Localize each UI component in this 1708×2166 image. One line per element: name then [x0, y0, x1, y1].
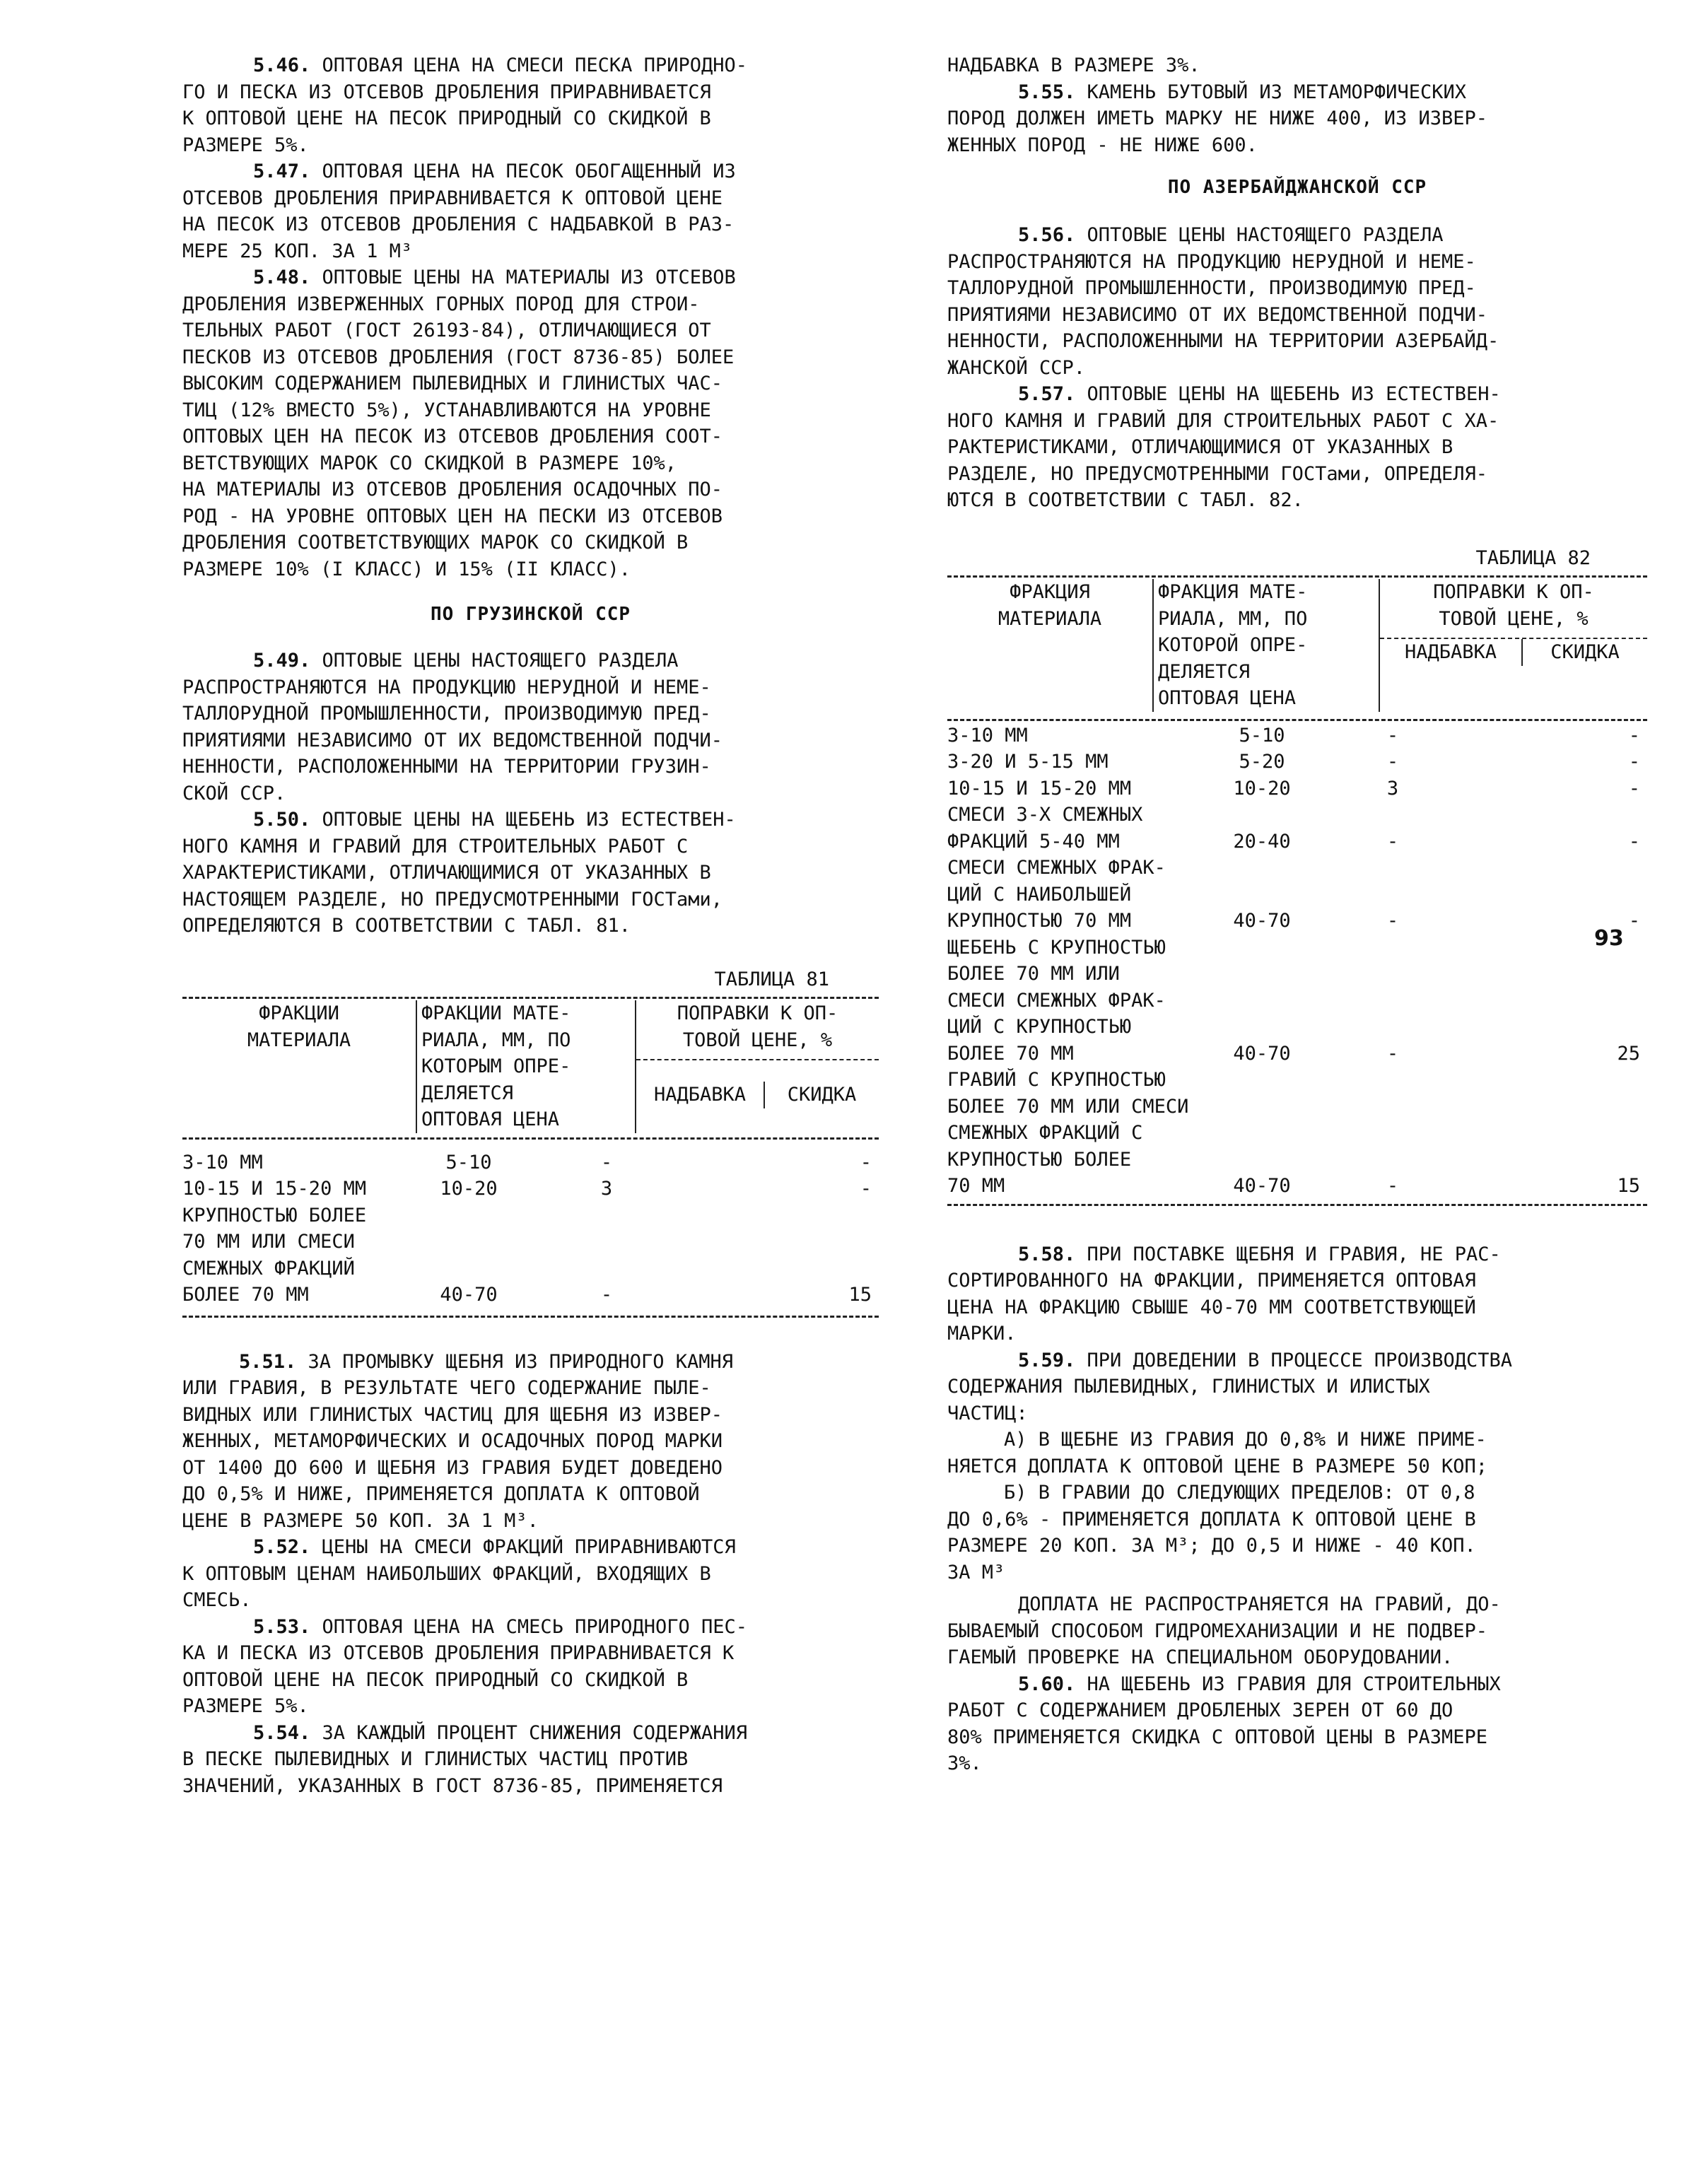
header-material: ФРАКЦИИ МАТЕРИАЛА [247, 1002, 351, 1051]
table-row: СМЕСИ 3-Х СМЕЖНЫХ ФРАКЦИЙ 5-40 ММ 20-40 - - [947, 804, 1640, 853]
paragraph-5-58: 5.58. ПРИ ПОСТАВКЕ ЩЕБНЯ И ГРАВИЯ, НЕ РАС- СОРТИРОВАННОГО НА ФРАКЦИИ, ПРИМЕНЯЕТСЯ ОПТОВАЯ ЦЕНА НА ФРАКЦИЮ СВЫШЕ 40-70 ММ СООТВЕТСТВУЮЩЕЙ МАРКИ. [947, 1243, 1501, 1345]
paragraph-5-60: 5.60. НА ЩЕБЕНЬ ИЗ ГРАВИЯ ДЛЯ СТРОИТЕЛЬНЫХ РАБОТ С СОДЕРЖАНИЕМ ДРОБЛЕНЫХ ЗЕРЕН ОТ 60 ДО 80% ПРИМЕНЯЕТСЯ СКИДКА С ОПТОВОЙ ЦЕНЫ В РАЗМЕРЕ 3%. [947, 1673, 1501, 1774]
table-header [947, 579, 1647, 712]
header-discount: СКИДКА [787, 1084, 857, 1106]
table-header [182, 1000, 879, 1133]
header-fraction: ФРАКЦИЯ МАТЕ- РИАЛА, ММ, ПО КОТОРОЙ ОПРЕ- ДЕЛЯЕТСЯ ОПТОВАЯ ЦЕНА [1152, 579, 1379, 712]
table-82-body [947, 722, 1647, 1200]
table-caption: ТАБЛИЦА 81 [714, 968, 829, 990]
paragraph-5-59-a: А) В ЩЕБНЕ ИЗ ГРАВИЯ ДО 0,8% И НИЖЕ ПРИМЕ- НЯЕТСЯ ДОПЛАТА К ОПТОВОЙ ЦЕНЕ В РАЗМЕРЕ 50 КОП; [947, 1429, 1488, 1477]
header-corrections-group [635, 1000, 879, 1133]
paragraph-5-48: 5.48. ОПТОВЫЕ ЦЕНЫ НА МАТЕРИАЛЫ ИЗ ОТСЕВОВ ДРОБЛЕНИЯ ИЗВЕРЖЕННЫХ ГОРНЫХ ПОРОД ДЛЯ СТРОИ- ТЕЛЬНЫХ РАБОТ (ГОСТ 26193-84), ОТЛИЧАЮЩИЕСЯ ОТ ПЕСКОВ ИЗ ОТСЕВОВ ДРОБЛЕНИЯ (ГОСТ 8736-85) БОЛЕЕ ВЫСОКИМ СОДЕРЖАНИЕМ ПЫЛЕВИДНЫХ И ГЛИНИСТЫХ ЧАС- ТИЦ (12% ВМЕСТО 5%), УСТАНАВЛИВАЮТСЯ НА УРОВНЕ ОПТОВЫХ ЦЕН НА ПЕСОК ИЗ ОТСЕВОВ ДРОБЛЕНИЯ СООТ- ВЕТСТВУЮЩИХ МАРОК СО СКИДКОЙ В РАЗМЕРЕ 10%, НА МАТЕРИАЛЫ ИЗ ОТСЕВОВ ДРОБЛЕНИЯ ОСАДОЧНЫХ ПО- РОД - НА УРОВНЕ ОПТОВЫХ ЦЕН НА ПЕСКИ ИЗ ОТСЕВОВ ДРОБЛЕНИЯ СООТВЕТСТВУЮЩИХ МАРОК СО СКИДКОЙ В РАЗМЕРЕ 10% (I КЛАСС) И 15% (II КЛАСС). [182, 267, 736, 580]
header-corrections: ПОПРАВКИ К ОП- ТОВОЙ ЦЕНЕ, % [1433, 581, 1594, 630]
paragraph-5-50: 5.50. ОПТОВЫЕ ЦЕНЫ НА ЩЕБЕНЬ ИЗ ЕСТЕСТВЕН- НОГО КАМНЯ И ГРАВИЙ ДЛЯ СТРОИТЕЛЬНЫХ РАБОТ С ХАРАКТЕРИСТИКАМИ, ОТЛИЧАЮЩИМИСЯ ОТ УКАЗАННЫХ В НАСТОЯЩЕМ РАЗДЕЛЕ, НО ПРЕДУСМОТРЕННЫМИ ГОСТами, ОПРЕДЕЛЯЮТСЯ В СООТВЕТСТВИИ С ТАБЛ. 81. [182, 809, 736, 937]
paragraph-5-52: 5.52. ЦЕНЫ НА СМЕСИ ФРАКЦИЙ ПРИРАВНИВАЮТСЯ К ОПТОВЫМ ЦЕНАМ НАИБОЛЬШИХ ФРАКЦИЙ, ВХОДЯЩИХ В СМЕСЬ. [182, 1536, 736, 1611]
paragraph-5-53: 5.53. ОПТОВАЯ ЦЕНА НА СМЕСЬ ПРИРОДНОГО ПЕС- КА И ПЕСКА ИЗ ОТСЕВОВ ДРОБЛЕНИЯ ПРИРАВНИВАЕТСЯ К ОПТОВОЙ ЦЕНЕ НА ПЕСОК ПРИРОДНЫЙ СО СКИДКОЙ В РАЗМЕРЕ 5%. [182, 1615, 747, 1717]
paragraph-5-49: 5.49. ОПТОВЫЕ ЦЕНЫ НАСТОЯЩЕГО РАЗДЕЛА РАСПРОСТРАНЯЮТСЯ НА ПРОДУКЦИЮ НЕРУДНОЙ И НЕМЕ- ТАЛЛОРУДНОЙ ПРОМЫШЛЕННОСТИ, ПРОИЗВОДИМУЮ ПРЕД- ПРИЯТИЯМИ НЕЗАВИСИМО ОТ ИХ ВЕДОМСТВЕННОЙ ПОДЧИ- НЕННОСТИ, РАСПОЛОЖЕННЫМИ НА ТЕРРИТОРИИ ГРУЗИН- СКОЙ ССР. [182, 650, 723, 804]
table-row: 3-10 ММ 5-10 - - [182, 1151, 872, 1173]
paragraph-5-57: 5.57. ОПТОВЫЕ ЦЕНЫ НА ЩЕБЕНЬ ИЗ ЕСТЕСТВЕН- НОГО КАМНЯ И ГРАВИЙ ДЛЯ СТРОИТЕЛЬНЫХ РАБОТ С ХА- РАКТЕРИСТИКАМИ, ОТЛИЧАЮЩИМИСЯ ОТ УКАЗАННЫХ В РАЗДЕЛЕ, НО ПРЕДУСМОТРЕННЫМИ ГОСТами, ОПРЕДЕЛЯ- ЮТСЯ В СООТВЕТСТВИИ С ТАБЛ. 82. [947, 383, 1501, 511]
table-row: 10-15 И 15-20 ММ 10-20 3 - [182, 1178, 872, 1200]
table-row: 3-10 ММ 5-10 - - [947, 724, 1640, 747]
section-heading-azerbaijan: ПО АЗЕРБАЙДЖАНСКОЙ ССР [1167, 177, 1427, 198]
header-markup: НАДБАВКА [1380, 639, 1523, 666]
table-82 [947, 545, 1647, 1206]
paragraph-5-46: 5.46. ОПТОВАЯ ЦЕНА НА СМЕСИ ПЕСКА ПРИРОДНО- ГО И ПЕСКА ИЗ ОТСЕВОВ ДРОБЛЕНИЯ ПРИРАВНИВАЕТСЯ К ОПТОВОЙ ЦЕНЕ НА ПЕСОК ПРИРОДНЫЙ СО СКИДКОЙ В РАЗМЕРЕ 5%. [182, 54, 747, 156]
header-corrections-group [1379, 579, 1647, 712]
paragraph-5-47: 5.47. ОПТОВАЯ ЦЕНА НА ПЕСОК ОБОГАЩЕННЫЙ ИЗ ОТСЕВОВ ДРОБЛЕНИЯ ПРИРАВНИВАЕТСЯ К ОПТОВОЙ ЦЕНЕ НА ПЕСОК ИЗ ОТСЕВОВ ДРОБЛЕНИЯ С НАДБАВКОЙ В РАЗ- МЕРЕ 25 КОП. ЗА 1 М³ [182, 160, 736, 262]
section-heading-georgia: ПО ГРУЗИНСКОЙ ССР [430, 604, 631, 625]
paragraph-5-54-continued: НАДБАВКА В РАЗМЕРЕ 3%. [947, 54, 1200, 76]
page-number: 93 [1594, 926, 1624, 951]
left-column [182, 52, 879, 1799]
header-discount: СКИДКА [1550, 641, 1620, 663]
table-caption: ТАБЛИЦА 82 [1475, 546, 1591, 569]
paragraph-5-55: 5.55. КАМЕНЬ БУТОВЫЙ ИЗ МЕТАМОРФИЧЕСКИХ ПОРОД ДОЛЖЕН ИМЕТЬ МАРКУ НЕ НИЖЕ 400, ИЗ ИЗВЕР- ЖЕННЫХ ПОРОД - НЕ НИЖЕ 600. [947, 81, 1488, 156]
paragraph-5-59-c: ДОПЛАТА НЕ РАСПРОСТРАНЯЕТСЯ НА ГРАВИЙ, ДО- БЫВАЕМЫЙ СПОСОБОМ ГИДРОМЕХАНИЗАЦИИ И НЕ ПОДВЕР- ГАЕМЫЙ ПРОВЕРКЕ НА СПЕЦИАЛЬНОМ ОБОРУДОВАНИИ. [947, 1593, 1501, 1668]
right-column [947, 52, 1647, 1777]
table-row: КРУПНОСТЬЮ БОЛЕЕ 70 ММ ИЛИ СМЕСИ СМЕЖНЫХ ФРАКЦИЙ БОЛЕЕ 70 ММ 40-70 - 15 [182, 1204, 872, 1306]
table-row: СМЕСИ СМЕЖНЫХ ФРАК- ЦИЙ С НАИБОЛЬШЕЙ КРУПНОСТЬЮ 70 ММ 40-70 - - [947, 857, 1640, 932]
table-row: ЩЕБЕНЬ С КРУПНОСТЬЮ БОЛЕЕ 70 ММ ИЛИ СМЕСИ СМЕЖНЫХ ФРАК- ЦИЙ С КРУПНОСТЬЮ БОЛЕЕ 70 ММ 40-70 - 25 [947, 936, 1640, 1065]
paragraph-5-56: 5.56. ОПТОВЫЕ ЦЕНЫ НАСТОЯЩЕГО РАЗДЕЛА РАСПРОСТРАНЯЮТСЯ НА ПРОДУКЦИЮ НЕРУДНОЙ И НЕМЕ- ТАЛЛОРУДНОЙ ПРОМЫШЛЕННОСТИ, ПРОИЗВОДИМУЮ ПРЕД- ПРИЯТИЯМИ НЕЗАВИСИМО ОТ ИХ ВЕДОМСТВЕННОЙ ПОДЧИ- НЕННОСТИ, РАСПОЛОЖЕННЫМИ НА ТЕРРИТОРИИ АЗЕРБАЙД- ЖАНСКОЙ ССР. [947, 224, 1499, 379]
header-material: ФРАКЦИЯ МАТЕРИАЛА [998, 581, 1102, 630]
table-81 [182, 966, 879, 1318]
table-row: 3-20 И 5-15 ММ 5-20 - - [947, 751, 1640, 773]
paragraph-5-51: 5.51. ЗА ПРОМЫВКУ ЩЕБНЯ ИЗ ПРИРОДНОГО КАМНЯ ИЛИ ГРАВИЯ, В РЕЗУЛЬТАТЕ ЧЕГО СОДЕРЖАНИЕ ПЫЛЕ- ВИДНЫХ ИЛИ ГЛИНИСТЫХ ЧАСТИЦ ДЛЯ ЩЕБНЯ ИЗ ИЗВЕР- ЖЕННЫХ, МЕТАМОРФИЧЕСКИХ И ОСАДОЧНЫХ ПОРОД МАРКИ ОТ 1400 ДО 600 И ЩЕБНЯ ИЗ ГРАВИЯ БУДЕТ ДОВЕДЕНО ДО 0,5% И НИЖЕ, ПРИМЕНЯЕТСЯ ДОПЛАТА К ОПТОВОЙ ЦЕНЕ В РАЗМЕРЕ 50 КОП. ЗА 1 М³. [182, 1350, 733, 1532]
header-markup: НАДБАВКА [636, 1082, 765, 1108]
header-corrections: ПОПРАВКИ К ОП- ТОВОЙ ЦЕНЕ, % [677, 1002, 838, 1051]
table-row: 10-15 И 15-20 ММ 10-20 3 - [947, 777, 1640, 800]
paragraph-5-54: 5.54. ЗА КАЖДЫЙ ПРОЦЕНТ СНИЖЕНИЯ СОДЕРЖАНИЯ В ПЕСКЕ ПЫЛЕВИДНЫХ И ГЛИНИСТЫХ ЧАСТИЦ ПРОТИВ ЗНАЧЕНИЙ, УКАЗАННЫХ В ГОСТ 8736-85, ПРИМЕНЯЕТСЯ [182, 1721, 747, 1797]
paragraph-5-59-b: Б) В ГРАВИИ ДО СЛЕДУЮЩИХ ПРЕДЕЛОВ: ОТ 0,8 ДО 0,6% - ПРИМЕНЯЕТСЯ ДОПЛАТА К ОПТОВОЙ ЦЕНЕ В РАЗМЕРЕ 20 КОП. ЗА М³; ДО 0,5 И НИЖЕ - 40 КОП. ЗА М³ [947, 1482, 1476, 1583]
table-81-body [182, 1149, 879, 1309]
table-row: ГРАВИЙ С КРУПНОСТЬЮ БОЛЕЕ 70 ММ ИЛИ СМЕСИ СМЕЖНЫХ ФРАКЦИЙ С КРУПНОСТЬЮ БОЛЕЕ 70 ММ 40-70 - 15 [947, 1069, 1640, 1197]
header-fraction: ФРАКЦИИ МАТЕ- РИАЛА, ММ, ПО КОТОРЫМ ОПРЕ- ДЕЛЯЕТСЯ ОПТОВАЯ ЦЕНА [416, 1000, 635, 1133]
paragraph-5-59: 5.59. ПРИ ДОВЕДЕНИИ В ПРОЦЕССЕ ПРОИЗВОДСТВА СОДЕРЖАНИЯ ПЫЛЕВИДНЫХ, ГЛИНИСТЫХ И ИЛИСТЫХ ЧАСТИЦ: [947, 1349, 1512, 1424]
